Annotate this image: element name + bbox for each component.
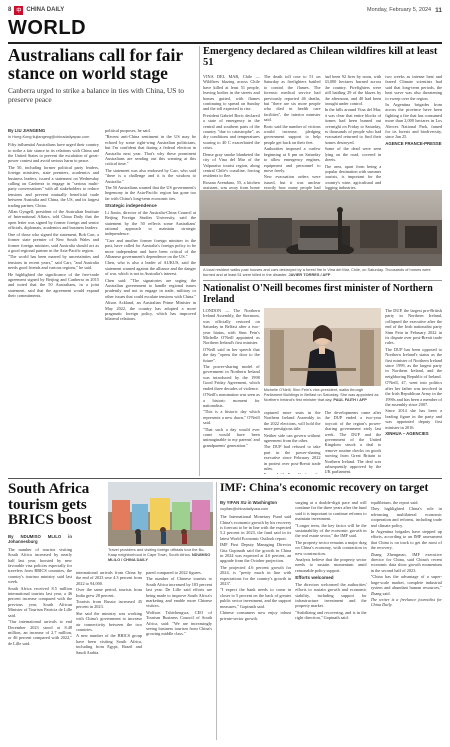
paragraph: Chen, who is also a leader of AUKUS, said the statement warned against the alliance and the danger of war, which is not in Australia's interest.	[105, 260, 196, 277]
article-sa-col3	[146, 570, 212, 740]
paragraph: The area, apart from being a popular destination with summer tourists, is important for the country's wine, agricultural and logging industries.	[324, 163, 382, 191]
paragraph: "That such a day would ever come would have been unimaginable to my parents' and grandparents' generation."	[203, 426, 260, 448]
paragraph: Analysts believe that the property sector needs to sustain momentum amid reasonable policy support.	[295, 557, 367, 573]
logo-text: CHINA DAILY	[26, 7, 65, 13]
paragraph: The International Monetary Fund said China's economic growth by his recovery is forecast to be in line with the expected 5.2 percent in 2023, the fund said in its latest World Economic Outlook report.	[220, 514, 292, 541]
header-date: Monday, February 5, 2024	[367, 7, 432, 13]
article-imf-col1	[220, 500, 291, 740]
agency-credit: XINHUA – AGENCIES	[385, 430, 429, 436]
paragraph: "China has the advantage of a super-large-scale market, complete industrial system and abundant human resources," Zhang said.	[370, 574, 442, 596]
article-sa-lower	[76, 570, 213, 740]
article-imf-body	[220, 500, 442, 740]
article-chile-headline: Emergency declared as Chilean wildfires kill at least 51	[203, 46, 438, 68]
article-sa-byline: By NDUMISO MLILO in Johannesburg	[8, 534, 72, 545]
article-imf-byline-role: xuyifan@chinadailyusa.com	[220, 506, 269, 512]
agency-credit: AGENCE FRANCE-PRESSE	[385, 140, 442, 146]
paragraph: President Gabriel Boric declared a state of emergency in the central and southern parts of the country "due to catastrophe", as dry conditions and temperatures soaring to 40 C exacerbated the crisis.	[203, 112, 260, 151]
paragraph: New evacuation orders were issued, but it was unclear exactly how many people had	[263, 174, 321, 191]
article-ni-headline: Nationalist O'Neill becomes first minister of Northern Ireland	[203, 283, 433, 305]
article-imf	[220, 482, 442, 740]
paragraph: The DUP has been opposed to Northern Ireland's status as the first minister of Northern Ireland since 1999, as the largest party in Northern Ireland, and the neighboring Republic of Ireland.	[385, 346, 442, 379]
paragraph: Some of the dead were seen lying on the road, covered in sheets.	[324, 146, 382, 163]
paragraph: Li Jiaxin, director of the Australia-China Council at Beijing Foreign Studies University, said the statement by the 50 reflects some Australians' rational approach to maintain strategic independence.	[105, 209, 196, 237]
ni-photo-caption	[264, 388, 382, 402]
subhead-efforts-welcomed: Efforts welcomed	[295, 575, 334, 581]
paragraph: The death toll rose to 51 on Saturday as firefighters battled to control the flames. The forensic medical service had previously reported 46 deaths, but "there are six more people who died in health care facilities", the interior minister said.	[263, 74, 321, 123]
paragraph: The 50 Australians warned that the US government's hegemony in the Asia-Pacific region has gone too far with China's long-term economic ties.	[105, 185, 196, 201]
chile-caption-text: A local resident walks past houses and cars destroyed by a forest fire in Vina del Mar, Chile, on Saturday. Thousands of homes were burned and at least 51 were killed in the disaster.	[203, 267, 431, 277]
paragraph: Dense gray smoke blanketed the city of Vina del Mar of the Valparaiso tourist region, along central Chile's coastline, forcing residents to flee.	[203, 151, 260, 179]
ni-caption-credit: PAUL FAITH / AFP	[333, 396, 367, 402]
paragraph	[264, 472, 321, 474]
paragraph: equilibrium, the report said.	[370, 500, 419, 505]
paragraph: The directors welcomed the authorities' efforts to sustain growth and economic stability, including support for infrastructure investment and the property market.	[295, 581, 367, 609]
article-ni-body	[203, 308, 442, 474]
article-australia	[8, 46, 196, 476]
paragraph: South Africa received 8.5 million international tourists last year, a 46 percent increase compared with the previous year, South African Minister of Tourism Patricia de Lille said.	[8, 585, 72, 618]
article-sa-headline: South Africa tourism gets BRICS boost	[8, 481, 92, 528]
paragraph: "I expect the bank needs to come in closer to 5 percent on the back of greater public sector investment, and the support measures," Gopinath said.	[220, 587, 292, 609]
article-ni-lower-cols	[264, 410, 382, 474]
article-australia-col1	[8, 128, 99, 478]
paragraph: O'Neill's nomination was seen as a historic moment for nationalists.	[203, 392, 260, 408]
paragraph: LONDON — The Northern Ireland Assembly, the Stormont, was officially restored on Saturday in Belfast after a two-year hiatus, with Sinn Fein's Michelle O'Neill appointed as Northern Ireland's first minister.	[203, 308, 260, 346]
paragraph: O'Neill, 47, went into politics after her father was involved in the Irish Republican Army in the 1990s and has been a member of the assembly since 2007.	[385, 380, 442, 407]
section-divider	[203, 280, 442, 281]
column-divider	[216, 482, 217, 740]
article-australia-byline-role: in Hong Kong liujiangeng@chinadailyapac.com	[8, 134, 90, 140]
chile-photo-caption	[203, 268, 442, 278]
south-africa-image	[108, 482, 213, 546]
oneill-photo	[264, 308, 382, 386]
paragraph: The DUP, the largest pro-British party in Northern Ireland, collapsed the executive after the end of the Irish nationalist party Sinn Fein in February 2022 in its dispute over post-Brexit trade rules.	[385, 308, 442, 346]
paragraph: In Argentina brigades from across the province have been fighting a fire that has consumed more than 2,000 hectares in Los Alerces National Park, famed for its forests and biodiversity, since Jan 25.	[385, 102, 442, 140]
paragraph: Authorities imposed a curfew beginning at 6 pm on Saturday to allow emergency engines, equipment and personnel to move freely.	[263, 146, 321, 173]
article-northern-ireland	[203, 284, 442, 476]
paragraph: The number of tourists visiting South Africa increased by nearly half last year, boosted by new favorable visa policies especially for travelers from BRICS countries, the country's tourism ministry said last week.	[8, 546, 72, 585]
paragraph: international arrivals from China by the end of 2023 rose 4.3 percent from 2022 to 94,000.	[76, 570, 142, 586]
article-imf-byline: By YIFAN XU in Washington	[220, 500, 278, 505]
chile-wildfire-photo	[200, 190, 442, 266]
paragraph: They highlighted China's role in advancing multilateral economic cooperation and reforms, including trade and climate policy.	[370, 506, 442, 528]
paragraph: He highlighted the significance of the free-trade agreement signed by Beijing and Canberra in 2015 and noted that the 50 Australians, in a joint statement, said that the agreement would expand their commitments.	[8, 271, 99, 299]
chile-wildfire-image	[200, 190, 442, 266]
paragraph: The projected 4.6 percent growth for 2024, is "pretty much in line with expectations for the country's growth in 2023".	[220, 564, 292, 587]
paragraph: "Longer term, the key factor will be the sustainability of the economic growth in the real estate sector," the IMF said.	[295, 522, 367, 539]
paragraph: VINA DEL MAR, Chile — Wildfires blazing across Chile have killed at least 51 people, leaving bodies in the streets and homes gutted, with flames continuing to spread on Sunday and the toll expected to rise.	[203, 74, 260, 112]
paragraph: In the hills around Vina del Mar, it was clear that entire blocks of homes had been burned out overnight on Friday to Saturday, as thousands of people who had evacuated returned to find their homes destroyed.	[324, 107, 382, 145]
paragraph: O'Neill said in her speech that the day "opens the door to the future".	[203, 346, 260, 363]
paragraph: "Recent anti-China sentiment in the US may be echoed by some right-wing Australian politicians, but I'm confident that during a federal election in Australia next year. That's why these prominent Australians are sending out this warning at this critical time."	[105, 134, 196, 167]
south-africa-photo	[108, 482, 213, 546]
paragraph: Tourists from Russia increased 45 percent in 2023.	[76, 599, 142, 610]
article-australia-headline: Australians call for fair stance on world stage	[8, 45, 183, 83]
paragraph: "Our international arrivals to end December 2023 stood at 8.48 million, an increase of 2.7 million, or 46 percent compared with 2022," de Lille said.	[8, 619, 72, 646]
section-title: WORLD	[8, 17, 87, 39]
paragraph: Alison Ackland, an Australian Prime Minister in May 2022, the country has adopted a more pragmatic foreign policy, which has improved bilateral relations.	[105, 300, 196, 322]
paragraph: captured more seats in the Northern Ireland Assembly in the 2022 elections, will hold the more prestigious title.	[263, 410, 321, 432]
article-australia-col2	[105, 128, 196, 478]
paragraph: Over the same period, tourists from India grew 28 percent.	[76, 587, 142, 598]
oneill-image	[264, 308, 382, 386]
subhead-strategic-independence: Strategic independence	[105, 203, 157, 209]
paragraph: political purposes, he said.	[105, 128, 151, 133]
paragraph: A new number of the BRICS group have been visiting South Africa, including from Egypt, Brazil and Saudi Arabia.	[76, 633, 142, 655]
article-chile-col3	[325, 74, 382, 208]
paragraph: had been 92 fires by noon, with 43,000 hectares burned across the country. Firefighters were still battling 29 of the blazes by the afternoon, and 40 had been brought under control.	[324, 74, 382, 107]
sa-caption-text: Travel providers and visiting foreign officials tour the Bo-Kaap neighborhood in Cape Town, South Africa.	[108, 547, 205, 557]
ni-caption-text: Michelle O'Neill, Sinn Fein's vice-president, walks through Parliament Buildings in Belfast on Saturday. She was appointed as Northern Ireland's first minister that day.	[263, 387, 379, 402]
paragraph: Wolfson Tshivhengwa, CEO of Tourism Business Council of South Africa, said: "We are increasingly seeing business tourism from China's growing middle class."	[146, 609, 212, 637]
paragraph: "The world has been marred by uncertainties and tensions in recent years," said Carr, "and Australia needs good friends and various regions," he said.	[8, 254, 99, 271]
paragraph: "Stabilizing and recovering, and is in the right direction," Gopinath said.	[295, 609, 367, 621]
article-australia-body	[8, 128, 196, 478]
paragraph: She said the ministry was working with China's government to increase air connectivity between the two countries.	[76, 610, 142, 633]
article-imf-col2	[295, 500, 366, 740]
article-chile-col4	[385, 74, 442, 208]
paragraph: In Argentina brigades have stepped up efforts, according to an IMF assessment that China is on track to get the most of the recovery.	[370, 529, 442, 551]
article-sa-col1	[8, 534, 72, 740]
paragraph: surging at a double-digit pace and will continue for the three years after the fund said it is important to continue reforms to maintain investment.	[295, 500, 367, 522]
article-chile-body	[203, 74, 442, 208]
article-australia-deck: Canberra urged to strike a balance in ties with China, US to preserve peace	[8, 86, 184, 104]
paragraph: two weeks as intense heat and feared Climate scientists had said that long-term periods, the heat wave was also threatening to sweep over the region.	[385, 74, 442, 101]
paragraph: pared compared to 2022 figures.	[146, 570, 202, 575]
paragraph: The 50, including former political party leaders, foreign ministers, state premiers, academics and business leaders, issued a statement on Wednesday calling on Canberra to engage in "serious multi-party conversations" with all stakeholders to reduce tensions and prevent mutually beneficial trade between Australia and China, the US, and its largest trading partner, China.	[8, 164, 99, 208]
paragraph: The power-sharing model of government in Northern Ireland was introduced by the 1998 Good Friday Agreement, which ended three decades of violence.	[203, 364, 260, 391]
section-rule	[8, 42, 442, 44]
paragraph: Neither side can govern without agreement from the other.	[263, 432, 321, 444]
paragraph: The property sector remains a major drag on China's economy, with contraction in new construction.	[295, 539, 367, 556]
article-sa-col2	[76, 570, 142, 740]
article-ni-col4	[385, 308, 442, 474]
article-chile-col2	[264, 74, 321, 208]
paragraph: Allan Gyngell, president of the Australian Institute of International Affairs, told China Daily that the open letter was signed by former foreign and senior officials, diplomats, academics and business leaders.	[8, 209, 99, 231]
horizontal-divider	[8, 478, 442, 479]
article-ni-col2	[264, 410, 321, 474]
writer-note: The writer is a freelance journalist for China Daily.	[370, 596, 442, 608]
paragraph: "This is a historic day which represents a new dawn," O'Neill said.	[203, 409, 260, 426]
paragraph: The number of Chinese tourists to South Africa increased by 183 percent last year. De Lille said efforts are being made to improve South Africa's marketing and enable more Chinese visitors.	[146, 576, 212, 609]
article-imf-headline: IMF: China's economic recovery on target	[220, 482, 429, 494]
paragraph: Rosana Avendano, 55, a kitchen assistant, was away from home	[203, 179, 260, 191]
paragraph: Since 2014 she has been a leading figure in the party and was appointed deputy first minister in 2016.	[385, 408, 442, 430]
paragraph: Zhang Zhengmao, IMF executive director for China, said China's recent economic data show growth momentum in the second half of 2023.	[370, 551, 442, 573]
sa-caption-credit: NDUMISO MLILO / CHINA DAILY	[108, 551, 211, 562]
paragraph: The DUP had refused to take part in the power-sharing executive since February 2022 in protest over post-Brexit trade rules.	[263, 444, 321, 472]
paragraph: The developments came after the DUP ended a two-year boycott of the region's power-sharing government early last week. The DUP and the government of the United Kingdom struck a deal to remove routine checks on goods moving from Great Britain to Northern Ireland. The deal was subsequently approved by the UK parliament.	[324, 410, 382, 474]
masthead-logo	[8, 6, 64, 15]
article-ni-col1	[203, 308, 260, 474]
article-ni-middle	[264, 308, 382, 474]
article-south-africa	[8, 482, 213, 740]
article-chile-col1	[203, 74, 260, 208]
paragraph: IMF First Deputy Managing Director Gita Gopinath said the growth in China in 2024 was expected at 4.6 percent, an upgrade from the October projection.	[220, 542, 292, 564]
article-imf-col3	[371, 500, 442, 740]
paragraph: The statement was also endorsed by Carr, who said "there is a challenge and it is the wisdom to Australia."	[105, 167, 196, 184]
chile-caption-credit: JAVIER TORRES / AFP	[288, 271, 331, 277]
paragraph: Boric said the number of victims would increase, pledging government support to help people get back on their feet.	[263, 123, 321, 145]
sa-photo-caption	[108, 548, 213, 562]
paragraph: Fifty influential Australians have urged their country to strike a fair stance in its relations with China and the United States to prevent the escalation of great-power contest and avoid serious harm to peace.	[8, 142, 99, 164]
china-daily-logo-icon: 中	[16, 7, 22, 14]
paragraph: One of those who signed the statement, Bob Carr, a former state premier of New South Wales and former foreign minister, said Australia should act as a good regional partner in the Asia-Pacific region.	[8, 231, 99, 253]
article-australia-byline: By LIU JIANGENG	[8, 128, 46, 133]
page-header	[8, 4, 442, 16]
paragraph: Chen said: "The signatories are urging the Australian government to handle regional issues prudently and not to engage in trade, military or other issues that could escalate tensions with China."	[105, 277, 196, 299]
article-ni-col3	[325, 410, 382, 474]
page-number-left: 8	[8, 7, 12, 13]
paragraph: "Carr and another former foreign minister in the past, have called for Australia's foreign policy to be more independent and have been critical of the Albanese government's dependence on the US."	[105, 237, 196, 259]
paragraph: Chinese consumers now enjoy robust private-sector growth.	[220, 610, 292, 621]
page-number-right: 11	[435, 6, 442, 14]
header-date-group	[367, 7, 442, 14]
